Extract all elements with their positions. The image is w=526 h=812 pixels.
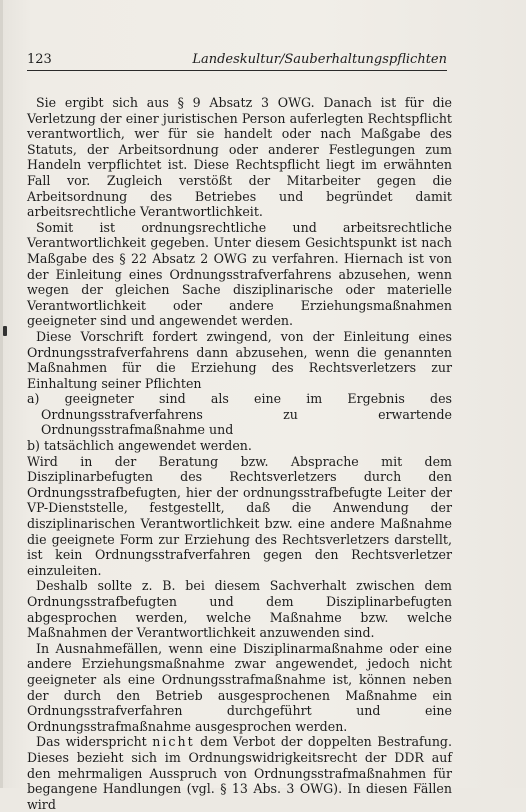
- body-text: [27, 95, 452, 812]
- paragraph: Sie ergibt sich aus § 9 Absatz 3 OWG. Danach ist für die Verletzung der einer juristischen Person auferlegten Rechtspflicht verantwortlich, wer für sie handelt oder nach Maßgabe des Statuts, der Arbeitsordnung oder anderer Festlegungen zum Handeln verpflichtet ist. Diese Rechtspflicht liegt im erwähnten Fall vor. Zugleich verstößt der Mitarbeiter gegen die Arbeitsordnung des Betriebes und begründet damit arbeitsrechtliche Verantwortlichkeit.: [27, 95, 452, 220]
- paragraph-text: dem Verbot der doppelten Bestrafung. Dieses bezieht sich im Ordnungswidrigkeitsrecht der DDR auf den mehrmaligen Ausspruch von Ordnungsstrafmaßnahmen für begangene Handlungen (vgl. § 13 Abs. 3 OWG). In diesen Fällen wird: [27, 734, 452, 812]
- page-gutter-edge: [0, 0, 3, 788]
- paragraph: Somit ist ordnungsrechtliche und arbeitsrechtliche Verantwortlichkeit gegeben. Unter diesem Gesichtspunkt ist nach Maßgabe des § 22 Absatz 2 OWG zu verfahren. Hiernach ist von der Einleitung eines Ordnungsstrafverfahrens abzusehen, wenn wegen der gleichen Sache disziplinarische oder materielle Verantwortlichkeit oder andere Erziehungsmaßnahmen geeigneter sind und angewendet werden.: [27, 219, 452, 329]
- paragraph: Diese Vorschrift fordert zwingend, von der Einleitung eines Ordnungsstrafverfahrens dann abzusehen, wenn die genannten Maßnahmen für die Erziehung des Rechtsverletzers zur Einhaltung seiner Pflichten: [27, 328, 452, 391]
- paragraph: Deshalb sollte z. B. bei diesem Sachverhalt zwischen dem Ordnungsstrafbefugten und dem Disziplinarbefugten abgesprochen werden, welche Maßnahme bzw. welche Maßnahmen der Verantwortlichkeit anzuwenden sind.: [27, 578, 452, 641]
- running-title: Landeskultur/Sauberhaltungspflichten: [192, 52, 447, 67]
- paragraph: Wird in der Beratung bzw. Absprache mit dem Disziplinarbefugten des Rechtsverletzers durch den Ordnungsstrafbefugten, hier der ordnungsstrafbefugte Leiter der VP-Dienststelle, festgestellt, daß die Anwendung der disziplinarischen Verantwortlichkeit bzw. eine andere Maßnahme die geeignete Form zur Erziehung des Rechtsverletzers darstellt, ist kein Ordnungsstrafverfahren gegen den Rechtsverletzer einzuleiten.: [27, 453, 452, 578]
- page-number: 123: [27, 52, 52, 67]
- page-header: [27, 50, 447, 71]
- margin-mark: [3, 326, 7, 336]
- emphasized-word: nicht: [152, 734, 195, 750]
- list-item-b: b) tatsächlich angewendet werden.: [27, 438, 252, 454]
- list-item-a: a) geeigneter sind als eine im Ergebnis des Ordnungsstrafverfahrens zu erwartende Ordnungsstrafmaßnahme und: [27, 391, 452, 438]
- paragraph: In Ausnahmefällen, wenn eine Disziplinarmaßnahme oder eine andere Erziehungsmaßnahme zwar angewendet, jedoch nicht geeigneter als eine Ordnungsstrafmaßnahme ist, können neben der durch den Betrieb ausgesprochenen Maßnahme ein Ordnungsstrafverfahren durchgeführt und eine Ordnungsstrafmaßnahme ausgesprochen werden.: [27, 640, 452, 734]
- paragraph: [27, 734, 452, 812]
- paragraph-text: Das widerspricht: [36, 734, 153, 750]
